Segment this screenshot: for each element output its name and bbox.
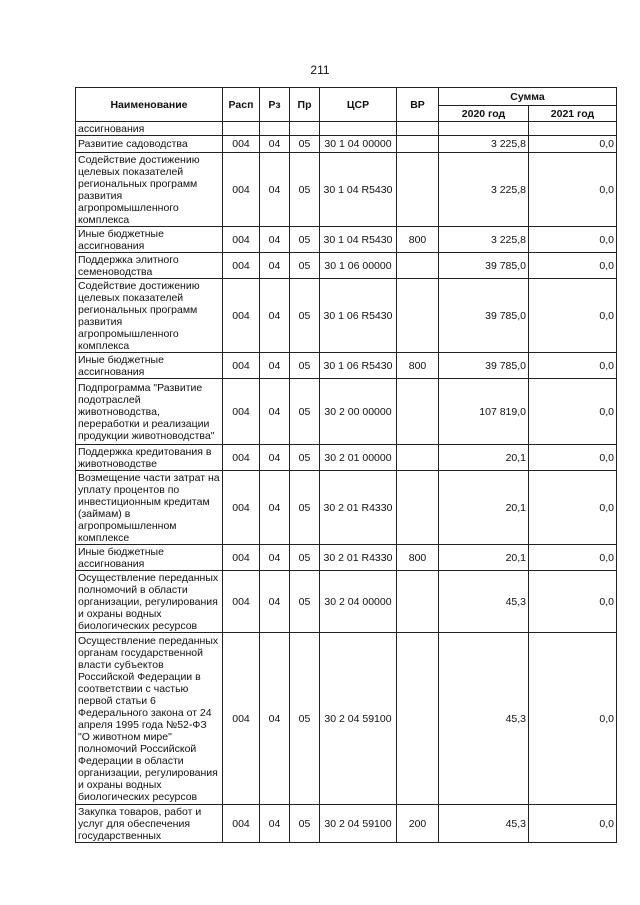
cell-name: Поддержка кредитования в животноводстве [76,445,223,471]
table-row [76,353,617,379]
cell-2021: 0,0 [529,136,617,153]
cell-vr [397,122,439,136]
cell-rasp: 004 [223,227,260,253]
cell-name: Иные бюджетные ассигнования [76,545,223,571]
table-row [76,136,617,153]
cell-csr: 30 1 04 R5430 [320,153,397,227]
cell-name: Содействие достижению целевых показателей региональных программ развития агропромышленного комплекса [76,279,223,353]
cell-pr: 05 [290,353,320,379]
cell-2021: 0,0 [529,805,617,843]
cell-vr: 200 [397,805,439,843]
cell-csr: 30 2 04 00000 [320,571,397,633]
header-rz: Рз [260,88,290,122]
page-number: 211 [310,63,330,77]
cell-2020 [439,122,529,136]
cell-vr: 800 [397,545,439,571]
cell-2020: 107 819,0 [439,379,529,445]
cell-pr: 05 [290,279,320,353]
cell-2020: 3 225,8 [439,136,529,153]
cell-vr [397,279,439,353]
cell-rasp [223,122,260,136]
cell-2020: 39 785,0 [439,279,529,353]
cell-vr [397,471,439,545]
cell-csr: 30 1 06 R5430 [320,353,397,379]
cell-csr [320,122,397,136]
cell-name: Возмещение части затрат на уплату процентов по инвестиционным кредитам (займам) в агропромышленном комплексе [76,471,223,545]
cell-rasp: 004 [223,136,260,153]
cell-rasp: 004 [223,445,260,471]
cell-pr: 05 [290,153,320,227]
cell-name: Развитие садоводства [76,136,223,153]
cell-rz: 04 [260,227,290,253]
header-csr: ЦСР [320,88,397,122]
cell-vr [397,633,439,805]
cell-rz: 04 [260,136,290,153]
cell-rz: 04 [260,471,290,545]
cell-vr [397,153,439,227]
cell-pr: 05 [290,545,320,571]
cell-vr [397,379,439,445]
cell-rz: 04 [260,545,290,571]
cell-name: Иные бюджетные ассигнования [76,353,223,379]
cell-vr [397,136,439,153]
cell-name: Содействие достижению целевых показателей региональных программ развития агропромышленного комплекса [76,153,223,227]
cell-rasp: 004 [223,279,260,353]
table-row [76,379,617,445]
table-row [76,805,617,843]
cell-rasp: 004 [223,571,260,633]
cell-pr: 05 [290,445,320,471]
cell-rz: 04 [260,253,290,279]
header-pr: Пр [290,88,320,122]
cell-rz: 04 [260,379,290,445]
table-row [76,122,617,136]
table-row [76,227,617,253]
cell-rz: 04 [260,445,290,471]
cell-2021: 0,0 [529,633,617,805]
cell-2020: 20,1 [439,471,529,545]
cell-2021 [529,122,617,136]
cell-2020: 39 785,0 [439,253,529,279]
cell-pr: 05 [290,633,320,805]
cell-rz: 04 [260,805,290,843]
cell-csr: 30 2 04 59100 [320,633,397,805]
cell-pr: 05 [290,227,320,253]
cell-rasp: 004 [223,153,260,227]
cell-name: Поддержка элитного семеноводства [76,253,223,279]
cell-2021: 0,0 [529,227,617,253]
cell-pr [290,122,320,136]
cell-2021: 0,0 [529,353,617,379]
cell-rz: 04 [260,633,290,805]
header-2020: 2020 год [439,106,529,122]
cell-2021: 0,0 [529,545,617,571]
cell-2020: 3 225,8 [439,227,529,253]
table-row [76,253,617,279]
cell-vr [397,253,439,279]
cell-csr: 30 1 06 R5430 [320,279,397,353]
cell-pr: 05 [290,805,320,843]
cell-2021: 0,0 [529,445,617,471]
cell-rz: 04 [260,279,290,353]
cell-csr: 30 2 01 R4330 [320,471,397,545]
cell-rasp: 004 [223,471,260,545]
cell-rasp: 004 [223,379,260,445]
cell-name: Иные бюджетные ассигнования [76,227,223,253]
cell-name: Закупка товаров, работ и услуг для обеспечения государственных [76,805,223,843]
cell-name: ассигнования [76,122,223,136]
table-row [76,633,617,805]
cell-2020: 39 785,0 [439,353,529,379]
cell-rz [260,122,290,136]
cell-vr: 800 [397,227,439,253]
cell-csr: 30 2 01 R4330 [320,545,397,571]
cell-2020: 45,3 [439,805,529,843]
cell-csr: 30 2 04 59100 [320,805,397,843]
cell-2021: 0,0 [529,279,617,353]
cell-2020: 20,1 [439,545,529,571]
header-name: Наименование [76,88,223,122]
cell-rasp: 004 [223,805,260,843]
cell-vr [397,445,439,471]
header-rasp: Расп [223,88,260,122]
cell-pr: 05 [290,471,320,545]
cell-rasp: 004 [223,253,260,279]
cell-2021: 0,0 [529,471,617,545]
table-row [76,545,617,571]
cell-vr [397,571,439,633]
cell-2021: 0,0 [529,571,617,633]
cell-2020: 45,3 [439,571,529,633]
table-row [76,279,617,353]
cell-csr: 30 2 01 00000 [320,445,397,471]
cell-2020: 3 225,8 [439,153,529,227]
cell-2020: 45,3 [439,633,529,805]
cell-vr: 800 [397,353,439,379]
cell-pr: 05 [290,253,320,279]
cell-name: Осуществление переданных органам государственной власти субъектов Российской Федерации в соответствии с частью первой статьи 6 Федерального закона от 24 апреля 1995 года №52-ФЗ "О животном мире" полномочий Российской Федерации в области организации, регулирования и охраны водных биологических ресурсов [76,633,223,805]
cell-rasp: 004 [223,545,260,571]
cell-csr: 30 2 00 00000 [320,379,397,445]
table-row [76,445,617,471]
cell-name: Осуществление переданных полномочий в области организации, регулирования и охраны водных биологических ресурсов [76,571,223,633]
table-row [76,571,617,633]
cell-pr: 05 [290,136,320,153]
cell-csr: 30 1 04 00000 [320,136,397,153]
cell-csr: 30 1 04 R5430 [320,227,397,253]
cell-pr: 05 [290,379,320,445]
table-row [76,153,617,227]
header-vr: ВР [397,88,439,122]
cell-rz: 04 [260,571,290,633]
cell-2020: 20,1 [439,445,529,471]
header-2021: 2021 год [529,106,617,122]
cell-2021: 0,0 [529,253,617,279]
cell-pr: 05 [290,571,320,633]
header-sum: Сумма [439,88,617,106]
cell-rz: 04 [260,353,290,379]
table-row [76,471,617,545]
cell-rasp: 004 [223,633,260,805]
cell-rasp: 004 [223,353,260,379]
cell-rz: 04 [260,153,290,227]
cell-name: Подпрограмма "Развитие подотраслей животноводства, переработки и реализации продукции животноводства" [76,379,223,445]
budget-table [75,87,617,843]
cell-2021: 0,0 [529,153,617,227]
cell-csr: 30 1 06 00000 [320,253,397,279]
cell-2021: 0,0 [529,379,617,445]
